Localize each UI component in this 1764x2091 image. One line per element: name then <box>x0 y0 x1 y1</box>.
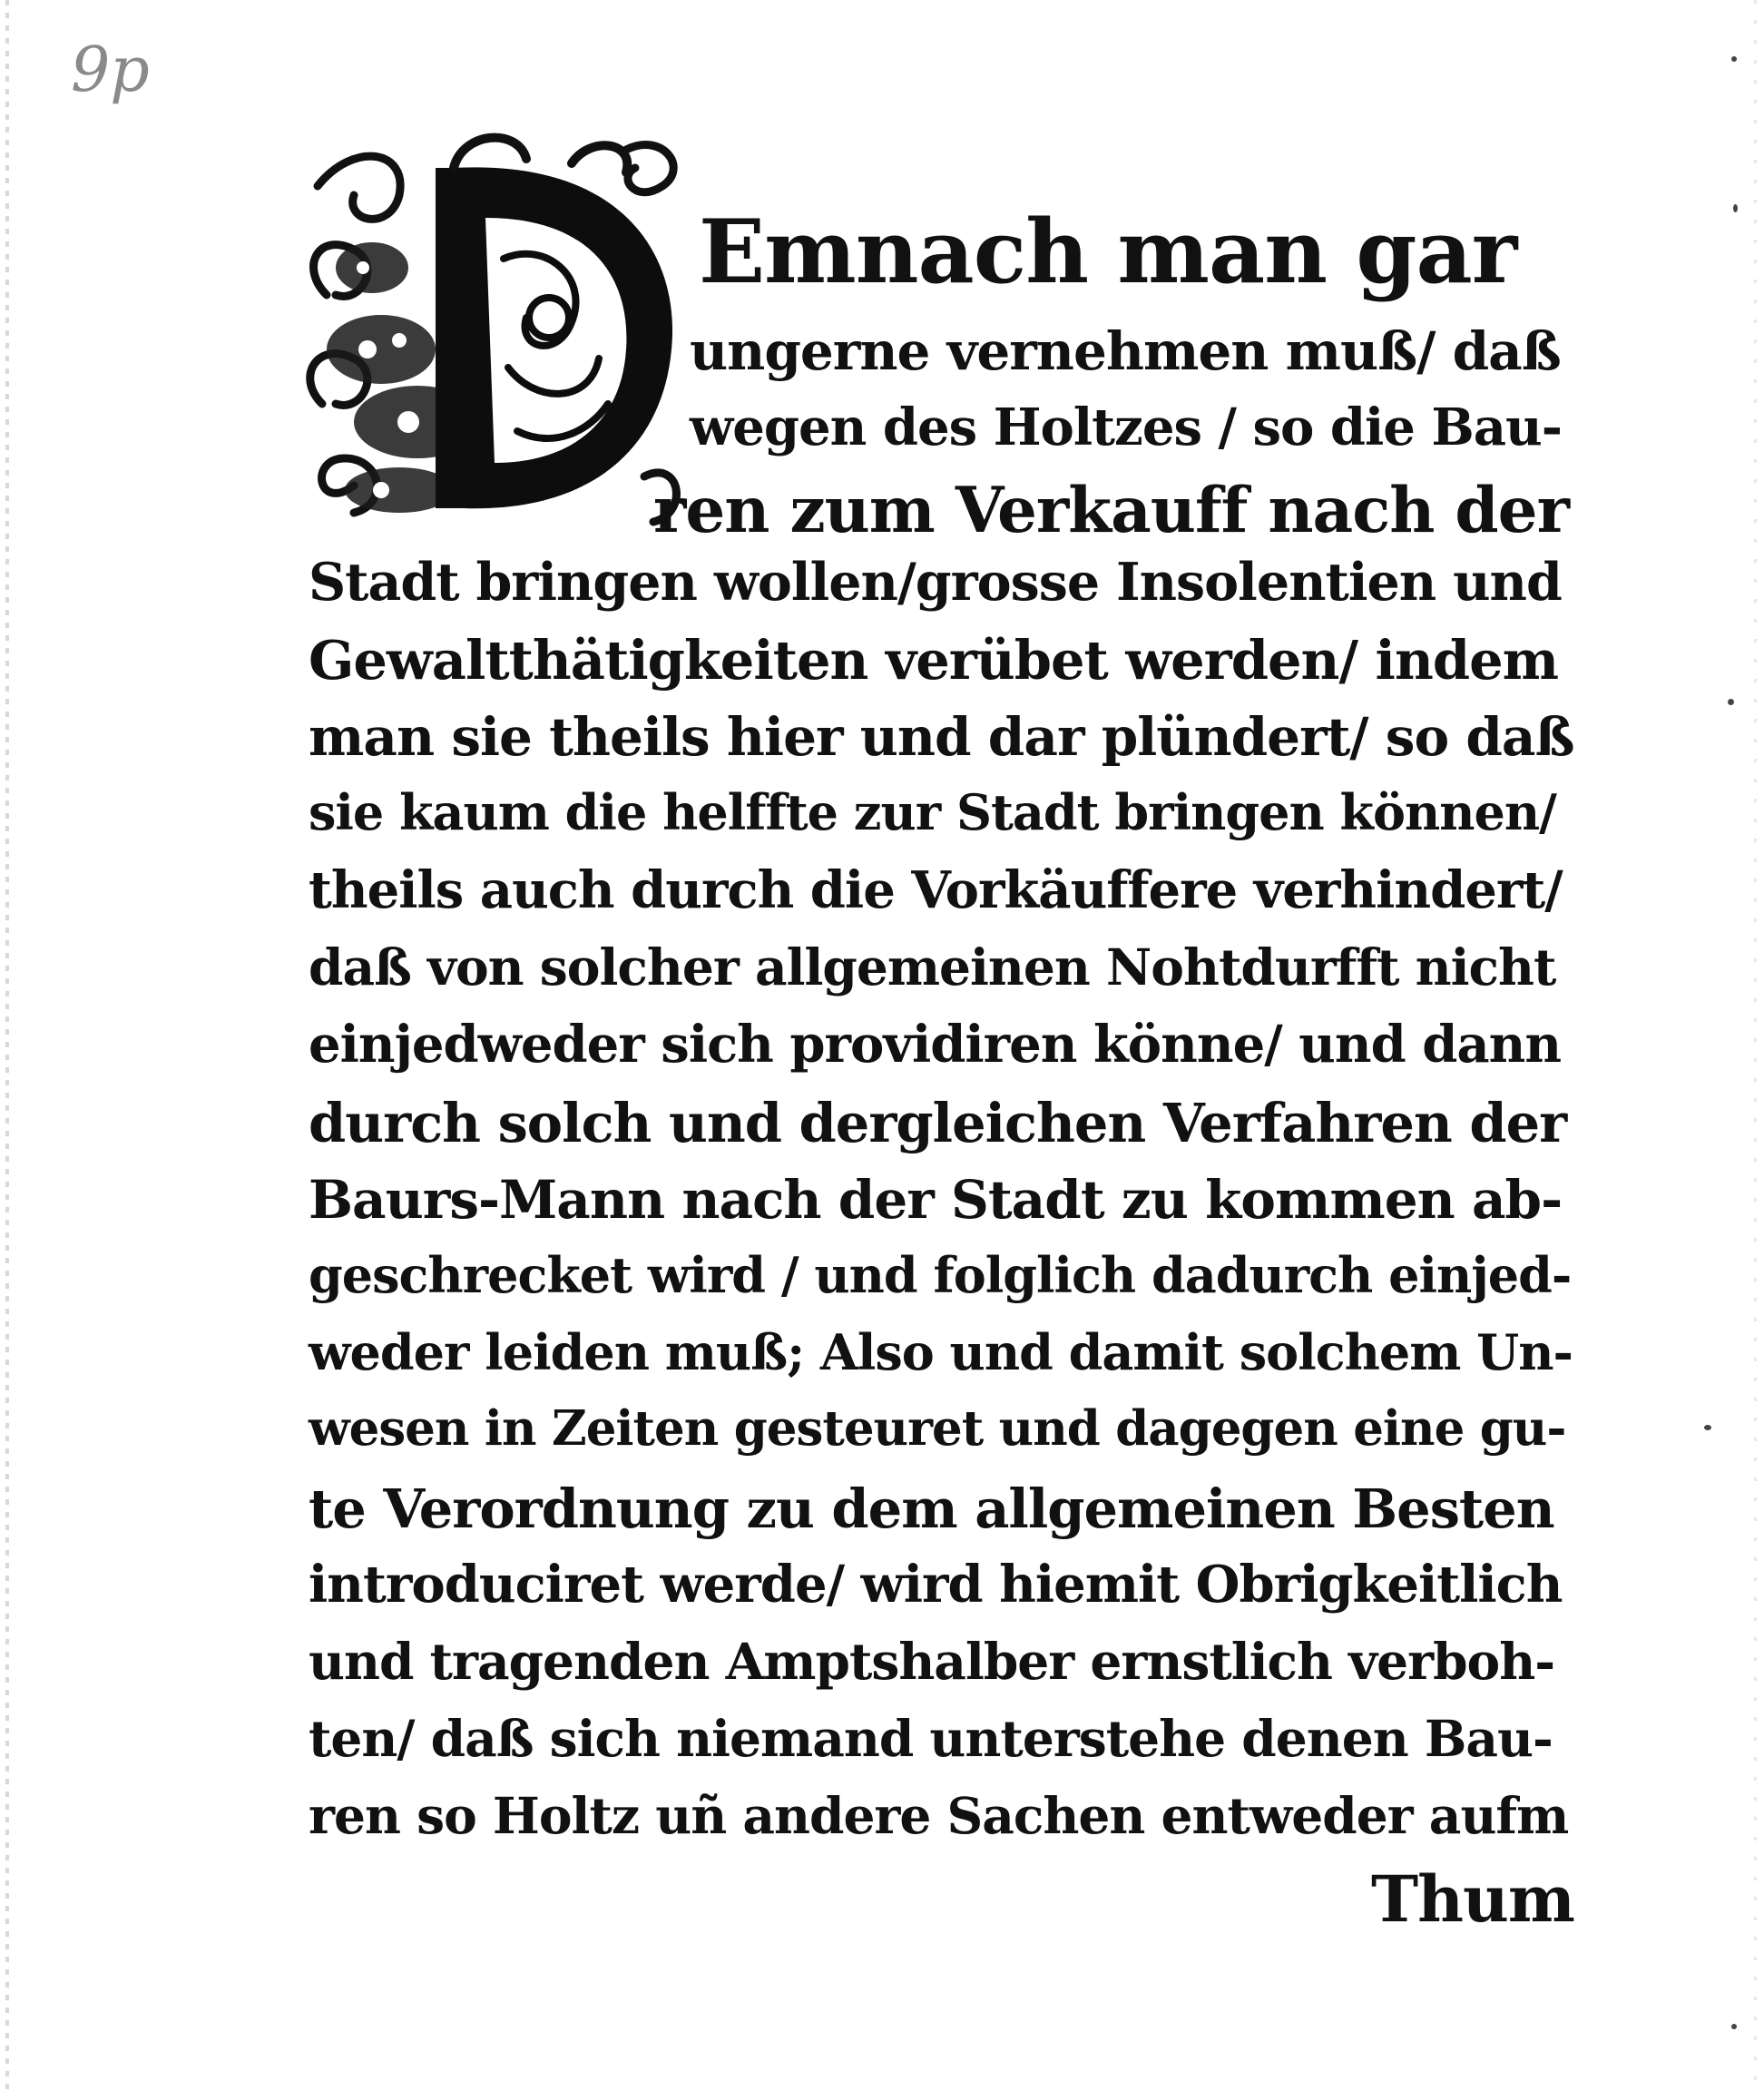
folio-number: 9p <box>71 34 150 106</box>
text-line: ren zum Verkauff nach der <box>653 474 1569 547</box>
text-line: Emnach man gar <box>699 201 1517 303</box>
scan-speck <box>1731 56 1737 62</box>
text-line: te Verordnung zu dem allgemeinen Besten <box>309 1477 1554 1540</box>
decorated-initial <box>299 132 690 531</box>
text-line: introduciret werde/ wird hiemit Obrigkeitlich <box>309 1555 1563 1615</box>
page-edge-right <box>1754 0 1757 2091</box>
scan-speck <box>1733 204 1738 212</box>
page-edge-left <box>5 0 9 2091</box>
text-line: geschrecket wird / und folglich dadurch einjed- <box>309 1246 1572 1304</box>
scan-speck <box>1704 1425 1711 1430</box>
text-line: und tragenden Amptshalber ernstlich verboh- <box>309 1632 1555 1691</box>
text-line: Baurs-Mann nach der Stadt zu kommen ab- <box>309 1169 1563 1231</box>
text-line: Stadt bringen wollen/grosse Insolentien und <box>309 552 1562 613</box>
text-line: sie kaum die helffte zur Stadt bringen können/ <box>309 783 1556 841</box>
text-line: weder leiden muß; Also und damit solchem Un- <box>309 1323 1573 1381</box>
text-line: Gewaltthätigkeiten verübet werden/ indem <box>309 629 1559 692</box>
text-line: daß von solcher allgemeinen Nohtdurfft nicht <box>309 938 1556 996</box>
catchword: Thum <box>1371 1861 1574 1937</box>
text-line: durch solch und dergleichen Verfahren der <box>309 1092 1567 1154</box>
scan-speck <box>1731 2024 1737 2029</box>
text-line: ren so Holtz uñ andere Sachen entweder aufm <box>309 1786 1569 1845</box>
text-line: wesen in Zeiten gesteuret und dagegen eine gu- <box>309 1400 1566 1457</box>
text-line: ten/ daß sich niemand unterstehe denen Bau- <box>309 1709 1553 1768</box>
text-line: man sie theils hier und dar plündert/ so daß <box>309 706 1574 768</box>
text-line: einjedweder sich providiren könne/ und dann <box>309 1015 1562 1075</box>
text-line: theils auch durch die Vorkäuffere verhindert/ <box>309 860 1563 920</box>
scan-speck <box>1728 699 1734 705</box>
text-line: ungerne vernehmen muß/ daß <box>690 320 1561 382</box>
text-line: wegen des Holtzes / so die Bau- <box>690 398 1562 457</box>
